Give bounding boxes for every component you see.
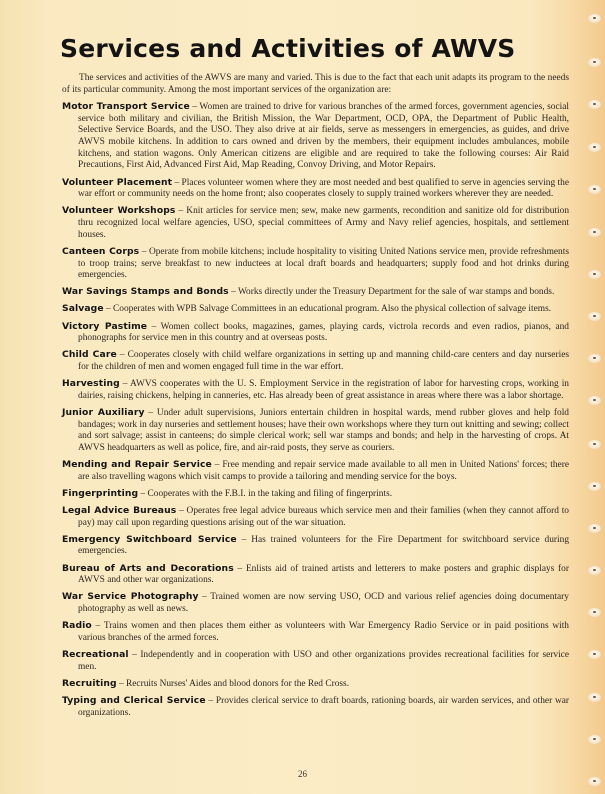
service-name: Salvage — [62, 303, 104, 315]
service-description: Independently and in cooperation with USO and other organizations provides recreational facilities for service men. — [78, 649, 570, 672]
separator: – — [138, 488, 148, 499]
separator: – — [103, 304, 114, 315]
service-name: Harvesting — [62, 378, 120, 390]
service-description: Has trained volunteers for the Fire Department for switchboard service during emergencies. — [78, 534, 570, 557]
service-description: Women are trained to drive for various branches of the armed forces, government agencies, social service both military and civilian, the British Mission, the War Department, OCD, OPA, the Department of Public Health, Selective Service Boards, and the USO. They also drive at air fields, serve as messengers in emergencies, as guides, and drive AWVS mobile kitchens. In addition to cars owned and driven by the members, their equipment includes ambulances, mobile kitchens, and station wagons. Only American citizens are eligible and are required to take the following courses: Air Raid Precautions, First Aid, Advanced First Aid, Map Reading, Convoy Driving, and Motor Repairs. — [78, 101, 569, 171]
service-name: Child Care — [62, 349, 117, 361]
service-entry-volunteer-placement — [62, 177, 569, 201]
service-entry-child-care — [62, 349, 569, 373]
service-description: Cooperates with the F.B.I. in the taking and filing of fingerprints. — [147, 488, 393, 499]
separator: – — [236, 534, 252, 545]
service-description: Under adult supervisions, Juniors entertain children in hospital wards, mend rubber gloves and help fold bandages; work in day nurseries and settlement houses; have their own workshops where they turn out knitting and sewing; collect and sort salvage; assist in canteens; do simple clerical work; sell war stamps and bonds; and help in the harvesting of crops. At AWVS headquarters as well as police, fire, and air-raid posts, they serve as couriers. — [78, 407, 569, 453]
service-entry-typing-clerical — [62, 695, 569, 719]
separator: – — [128, 649, 141, 660]
separator: – — [91, 621, 104, 632]
service-description: Cooperates with WPB Salvage Committees in an educational program. Also the physical collection of salvage items. — [113, 304, 552, 315]
service-name: Canteen Corps — [62, 245, 140, 257]
binding-hole-icon — [588, 312, 601, 321]
service-name: Legal Advice Bureaus — [62, 504, 177, 516]
service-description: Enlists aid of trained artists and letterers to make posters and graphic displays for AWVS and other war organizations. — [78, 563, 569, 586]
binding-hole-icon — [588, 100, 601, 109]
separator: – — [139, 246, 149, 257]
service-name: Recreational — [62, 648, 129, 660]
binding-hole-icon — [588, 735, 601, 744]
intro-paragraph: The services and activities of the AWVS are many and varied. This is due to the fact that each unit adapts its program to the needs of its particular community. Among the most important services of the organization are: — [62, 73, 569, 95]
page-title: Services and Activities of AWVS — [60, 34, 516, 63]
separator: – — [172, 177, 182, 188]
service-entry-motor-transport — [62, 101, 569, 172]
binding-hole-icon — [588, 440, 601, 449]
service-entry-mending-repair — [62, 459, 569, 483]
separator: – — [147, 321, 161, 332]
separator: – — [205, 695, 216, 706]
service-description: Operate from mobile kitchens; include hospitality to visiting United Nations service men, provide refreshments to troop trains; serve breakfast to new inductees at local draft boards and headquarters; supply food and hot drinks during emergencies. — [78, 246, 569, 281]
separator: – — [228, 287, 238, 298]
service-entry-radio — [62, 620, 569, 644]
service-name: Bureau of Arts and Decorations — [62, 562, 234, 574]
service-entry-junior-auxiliary — [62, 407, 569, 455]
service-description: Trained women are now serving USO, OCD and various relief agencies doing documentary photography as well as news. — [78, 592, 569, 615]
service-description: Places volunteer women where they are most needed and best qualified to serve in agencies serving the war effort or community needs on the home front; also cooperates closely to supply trained workers wherever they are needed. — [78, 177, 569, 200]
separator: – — [116, 350, 128, 361]
separator: – — [211, 460, 223, 471]
service-entry-victory-pastime — [62, 321, 569, 345]
service-description: Knit articles for service men; sew, make new garments, recondition and sanitize old for distribution thru recognized local welfare agencies, USO, special committees of Army and Navy relief agencies, hospitals, and settlement houses. — [78, 206, 570, 240]
service-description: Provides clerical service to draft boards, rationing boards, air warden services, and other war organizations. — [78, 695, 569, 718]
service-entry-harvesting — [62, 378, 569, 402]
service-name: Volunteer Workshops — [62, 205, 176, 217]
service-description: Trains women and then places them either as volunteers with War Emergency Radio Service or in paid positions with various branches of the armed forces. — [78, 621, 569, 643]
binding-hole-icon — [588, 14, 601, 23]
binding-hole-icon — [588, 396, 601, 405]
service-entry-emergency-switchboard — [62, 534, 569, 558]
service-description: Cooperates closely with child welfare organizations in setting up and manning child-care centers and day nurseries for the children of men and women engaged full time in the war effort. — [78, 350, 570, 372]
binding-hole-icon — [588, 608, 601, 617]
binding-hole-icon — [588, 482, 601, 491]
service-name: Typing and Clerical Service — [62, 694, 206, 706]
separator: – — [176, 505, 187, 516]
service-description: Recruits Nurses' Aides and blood donors for the Red Cross. — [126, 678, 350, 689]
service-entry-fingerprinting — [62, 488, 569, 501]
binding-hole-icon — [588, 777, 601, 786]
service-name: Volunteer Placement — [62, 176, 173, 188]
service-name: Victory Pastime — [62, 320, 148, 332]
separator: – — [116, 678, 127, 689]
service-entry-legal-advice — [62, 505, 569, 529]
separator: – — [119, 379, 130, 390]
service-name: War Service Photography — [62, 591, 199, 603]
spiral-binding-edge — [579, 0, 605, 794]
service-description: Free mending and repair service made available to all men in United Nations' forces; there are also travelling wagons which visit camps to provide a tailoring and mending service for the boys. — [78, 460, 569, 482]
service-name: Motor Transport Service — [62, 100, 190, 112]
service-name: Junior Auxiliary — [62, 406, 145, 418]
service-entry-volunteer-workshops — [62, 205, 569, 241]
separator: – — [175, 206, 187, 217]
separator: – — [189, 101, 200, 112]
binding-hole-icon — [588, 650, 601, 659]
service-name: Radio — [62, 620, 92, 632]
binding-hole-icon — [588, 270, 601, 279]
service-name: Recruiting — [62, 677, 117, 689]
binding-hole-icon — [588, 354, 601, 363]
service-entry-canteen-corps — [62, 246, 569, 282]
service-entry-recreational — [62, 649, 569, 673]
service-entry-war-savings — [62, 286, 569, 299]
service-entry-salvage — [62, 303, 569, 316]
binding-hole-icon — [588, 566, 601, 575]
binding-hole-icon — [588, 228, 601, 237]
separator: – — [144, 407, 157, 418]
binding-hole-icon — [588, 524, 601, 533]
separator: – — [233, 563, 246, 574]
service-description: Women collect books, magazines, games, playing cards, victrola records and even radios, pianos, and phonographs for service men in this country and at overseas posts. — [78, 321, 569, 344]
service-description: AWVS cooperates with the U. S. Employment Service in the registration of labor for harvesting crops, working in dairies, raising chickens, helping in canneries, etc. Has already been of great assistance in areas where there was a labor shortage. — [78, 379, 569, 401]
service-name: Fingerprinting — [62, 487, 139, 499]
service-name: War Savings Stamps and Bonds — [62, 286, 229, 298]
service-name: Mending and Repair Service — [62, 459, 212, 471]
service-entry-recruiting — [62, 678, 569, 691]
binding-hole-icon — [588, 143, 601, 152]
binding-hole-icon — [588, 58, 601, 67]
service-name: Emergency Switchboard Service — [62, 533, 237, 545]
binding-hole-icon — [588, 185, 601, 194]
services-list — [62, 73, 569, 724]
separator: – — [198, 592, 211, 603]
service-description: Operates free legal advice bureaus which service men and their families (when they cannot afford to pay) may call upon regarding questions arising out of the war situation. — [78, 505, 569, 528]
service-description: Works directly under the Treasury Department for the sale of war stamps and bonds. — [237, 287, 555, 298]
service-entry-war-photography — [62, 591, 569, 615]
service-entry-arts-decorations — [62, 563, 569, 587]
page-number: 26 — [298, 769, 307, 779]
binding-hole-icon — [588, 693, 601, 702]
